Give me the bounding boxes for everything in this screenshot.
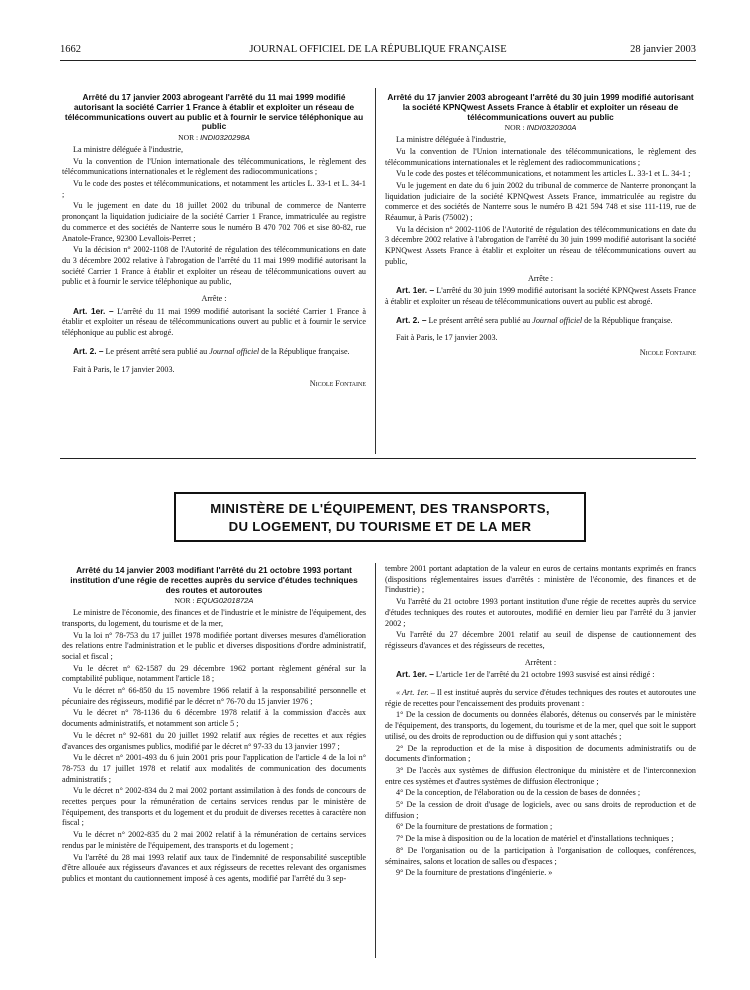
list-item: 5° De la cession de droit d'usage de logiciels, avec ou sans droits de reproduction et de diffusion ;	[385, 800, 696, 820]
column-divider	[375, 563, 376, 958]
quoted-article-text: Il est institué auprès du service d'études techniques des routes et autoroutes une régie de recettes pour l'encaissement des produits provenant :	[385, 688, 697, 708]
paragraph: Vu le jugement en date du 18 juillet 2002 du tribunal de commerce de Nanterre prononçant la liquidation judiciaire de la société Carrier 1 France, immatriculée au registre du commerce et des sociétés de Nanterre sous le numéro B 470 702 706 et sise 80-82, rue Anatole-France, 92300 Levallois-Perret ;	[62, 201, 366, 243]
list-item: 1° De la cession de documents ou données élaborés, détenus ou conservés par le ministère de l'équipement, des transports, du logement, du tourisme et de la mer, quel que soit le support utilisé, ou des droits de reproduction ou de diffusion qui y sont attachés ;	[385, 710, 696, 741]
arrete-label: Arrête :	[201, 294, 227, 304]
paragraph: Vu le code des postes et télécommunications, et notamment les articles L. 33-1 et L. 34-1 ;	[396, 169, 691, 179]
header-rule	[60, 60, 696, 61]
paragraph: Vu la décision n° 2002-1106 de l'Autorité de régulation des télécommunications en date du 3 décembre 2002 relative à l'abrogation de l'arrêté du 30 juin 1999 modifié autorisant la société KPNQwest Assets France à établir et exploiter un réseau de télécommunications ouvert au public,	[385, 224, 696, 266]
article-1-text: L'arrêté du 11 mai 1999 modifié autorisant la société Carrier 1 France à établir et exploiter un réseau de télécommunications ouvert au public et à fournir le service téléphonique au public est abrogé.	[62, 306, 367, 338]
signature: Nicole Fontaine	[639, 348, 696, 358]
done-at: Fait à Paris, le 17 janvier 2003.	[396, 333, 498, 343]
article-1	[62, 306, 366, 339]
arretent-label: Arrêtent :	[524, 657, 557, 667]
article-bottom-left	[62, 566, 366, 886]
nor-code: INDI0320300A	[526, 123, 577, 133]
list-item: 3° De l'accès aux systèmes de diffusion électronique du ministère et de l'interconnexion entre ces systèmes et d'autres systèmes de diffusion électronique ;	[385, 765, 696, 786]
article-2-label: Art. 2. –	[396, 314, 427, 325]
done-at: Fait à Paris, le 17 janvier 2003.	[73, 364, 175, 374]
paragraph: Vu le décret n° 66-850 du 15 novembre 1966 relatif à la responsabilité personnelle et pécuniaire des régisseurs, modifié par le décret n° 76-70 du 15 janvier 1976 ;	[62, 686, 366, 706]
nor-code: EQUG0201872A	[196, 596, 254, 606]
paragraph-continued: tembre 2001 portant adaptation de la valeur en euros de certains montants exprimés en francs (dispositions réglementaires issues d'arrêtés : ministère de l'économie, des finances et de l'industrie) ;	[385, 564, 696, 595]
ministry-heading	[174, 492, 586, 542]
article-title: Arrêté du 14 janvier 2003 modifiant l'arrêté du 21 octobre 1993 portant institution d'une régie de recettes auprès du service d'études techniques des routes et autoroutes	[70, 565, 358, 595]
quoted-article	[385, 688, 696, 709]
article-2-text-end: de la République française.	[259, 346, 350, 356]
list-item: 6° De la fourniture de prestations de formation ;	[396, 822, 553, 832]
signature: Nicole Fontaine	[309, 379, 366, 389]
paragraph: Vu le décret n° 62-1587 du 29 décembre 1962 portant règlement général sur la comptabilité publique, notamment l'article 18 ;	[62, 663, 366, 684]
paragraph: Vu le décret n° 78-1136 du 6 décembre 1978 relatif à la commission d'accès aux documents administratifs, et notamment son article 5 ;	[62, 708, 366, 729]
list-item: 7° De la mise à disposition ou de la location de matériel et d'installations techniques ;	[396, 834, 674, 844]
paragraph: Vu le jugement en date du 6 juin 2002 du tribunal de commerce de Nanterre prononçant la liquidation judiciaire de la société KPNQwest Assets France, immatriculée au registre du commerce et des sociétés de Nanterre sous le numéro B 421 594 748 et sise 111-119, rue de Réaumur, à Paris (75002) ;	[385, 180, 696, 223]
paragraph: Vu le décret n° 92-681 du 20 juillet 1992 relatif aux régies de recettes et aux régies d'avances des organismes publics, modifié par le décret n° 97-33 du 13 janvier 1997 ;	[62, 730, 366, 751]
page-number: 1662	[60, 44, 81, 55]
journal-officiel-ref: Journal officiel	[532, 315, 583, 325]
paragraph: Vu la convention de l'Union internationale des télécommunications, le règlement des télécommunications internationales et le règlement des radiocommunications ;	[62, 156, 366, 177]
article-1-label: Art. 1er. –	[396, 669, 434, 680]
column-divider	[375, 88, 376, 454]
article-title: Arrêté du 17 janvier 2003 abrogeant l'arrêté du 30 juin 1999 modifié autorisant la société KPNQwest Assets France à établir et exploiter un réseau de télécommunications ouvert au public	[387, 92, 694, 122]
paragraph: Vu l'arrêté du 21 octobre 1993 portant institution d'une régie de recettes auprès du service d'études techniques des routes et autoroutes, modifié en dernier lieu par l'arrêté du 3 janvier 2002 ;	[385, 597, 696, 628]
article-2-text-end: de la République française.	[582, 315, 673, 325]
list-item: 2° De la reproduction et de la mise à disposition de documents administratifs ou de documents d'information ;	[385, 743, 696, 764]
quoted-article-label: « Art. 1er. –	[396, 688, 435, 698]
nor-reference	[385, 123, 696, 134]
journal-title: JOURNAL OFFICIEL DE LA RÉPUBLIQUE FRANÇAISE	[249, 44, 507, 55]
article-1-label: Art. 1er. –	[73, 305, 114, 316]
article-2-text: Le présent arrêté sera publié au	[105, 346, 210, 356]
paragraph: Vu l'arrêté du 27 décembre 2001 relatif au seuil de dispense de cautionnement des régisseurs d'avances et des régisseurs de recettes,	[385, 630, 696, 650]
nor-reference	[62, 596, 366, 607]
article-2	[385, 315, 696, 327]
list-item: 8° De l'organisation ou de la participation à l'organisation de colloques, conférences, séminaires, salons et location de salles ou d'espaces ;	[385, 845, 696, 866]
list-item: 4° De la conception, de l'élaboration ou de la cession de bases de données ;	[396, 788, 641, 798]
article-1-label: Art. 1er. –	[396, 285, 435, 296]
article-left	[62, 93, 366, 391]
nor-code: INDI0320298A	[200, 133, 250, 143]
issue-date: 28 janvier 2003	[630, 44, 696, 55]
list-item: 9° De la fourniture de prestations d'ingénierie. »	[396, 868, 553, 878]
paragraph: La ministre déléguée à l'industrie,	[396, 135, 506, 145]
article-1	[385, 669, 696, 681]
paragraph: Vu le décret n° 2002-835 du 2 mai 2002 relatif à la rémunération de certains services rendus par le ministère de l'équipement, des transports et du logement ;	[62, 830, 366, 850]
paragraph: Le ministre de l'économie, des finances et de l'industrie et le ministre de l'équipement, des transports, du logement, du tourisme et de la mer,	[62, 608, 366, 628]
paragraph: Vu la décision n° 2002-1108 de l'Autorité de régulation des télécommunications en date du 3 décembre 2002 relative à l'abrogation de l'arrêté du 11 mai 1999 modifié autorisant la société Carrier 1 France à établir et exploiter un réseau de télécommunications ouvert au public et à fournir le service téléphonique au public,	[62, 245, 366, 287]
paragraph: La ministre déléguée à l'industrie,	[73, 144, 183, 154]
journal-officiel-ref: Journal officiel	[209, 346, 260, 356]
paragraph: Vu le décret n° 2001-493 du 6 juin 2001 pris pour l'application de l'article 4 de la loi n° 78-753 du 17 juillet 1978 et relatif aux modalités de communication des documents administratifs ;	[62, 753, 366, 784]
paragraph: Vu le code des postes et télécommunications, et notamment les articles L. 33-1 et L. 34-1 ;	[62, 179, 366, 199]
paragraph: Vu la convention de l'Union internationale des télécommunications, le règlement des télécommunications internationales et le règlement des radiocommunications ;	[385, 146, 696, 167]
nor-reference	[62, 133, 366, 144]
article-title: Arrêté du 17 janvier 2003 abrogeant l'arrêté du 11 mai 1999 modifié autorisant la société Carrier 1 France à établir et exploiter un réseau de télécommunications ouvert au public et à fournir le service téléphonique au public	[64, 92, 364, 132]
article-2-text: Le présent arrêté sera publié au	[428, 315, 533, 325]
article-1-text: L'arrêté du 30 juin 1999 modifié autorisant la société KPNQwest Assets France à établir et exploiter un réseau de télécommunications ouvert au public est abrogé.	[385, 286, 696, 306]
nor-label: NOR :	[174, 596, 195, 606]
article-2-label: Art. 2. –	[73, 345, 104, 356]
nor-label: NOR :	[178, 133, 199, 143]
paragraph: Vu l'arrêté du 28 mai 1993 relatif aux taux de l'indemnité de responsabilité susceptible d'être allouée aux régisseurs d'avances et aux régisseurs de recettes relevant des organismes publics et montant du cautionnement imposé à ces agents, modifié par l'arrêté du 3 sep-	[62, 852, 366, 883]
article-right	[385, 93, 696, 360]
article-1-text: L'article 1er de l'arrêté du 21 octobre 1993 susvisé est ainsi rédigé :	[435, 670, 655, 680]
nor-label: NOR :	[504, 123, 525, 133]
ministry-line-2: DU LOGEMENT, DU TOURISME ET DE LA MER	[228, 519, 532, 534]
ministry-line-1: MINISTÈRE DE L'ÉQUIPEMENT, DES TRANSPORTS,	[210, 501, 550, 516]
arrete-label: Arrête :	[527, 273, 554, 283]
section-rule	[60, 458, 696, 459]
paragraph: Vu la loi n° 78-753 du 17 juillet 1978 modifiée portant diverses mesures d'amélioration des relations entre l'administration et le public et diverses dispositions d'ordre administratif, social et fiscal ;	[62, 630, 366, 661]
article-1	[385, 285, 696, 307]
article-2	[62, 346, 366, 358]
page-header	[60, 44, 696, 58]
article-bottom-right	[385, 564, 696, 880]
paragraph: Vu le décret n° 2002-834 du 2 mai 2002 portant assimilation à des fonds de concours de recettes perçues pour la rémunération de certains services rendus par le ministère de l'équipement, des transports et du logement et du produit de diverses recettes à caractère non fiscal ;	[62, 786, 366, 828]
